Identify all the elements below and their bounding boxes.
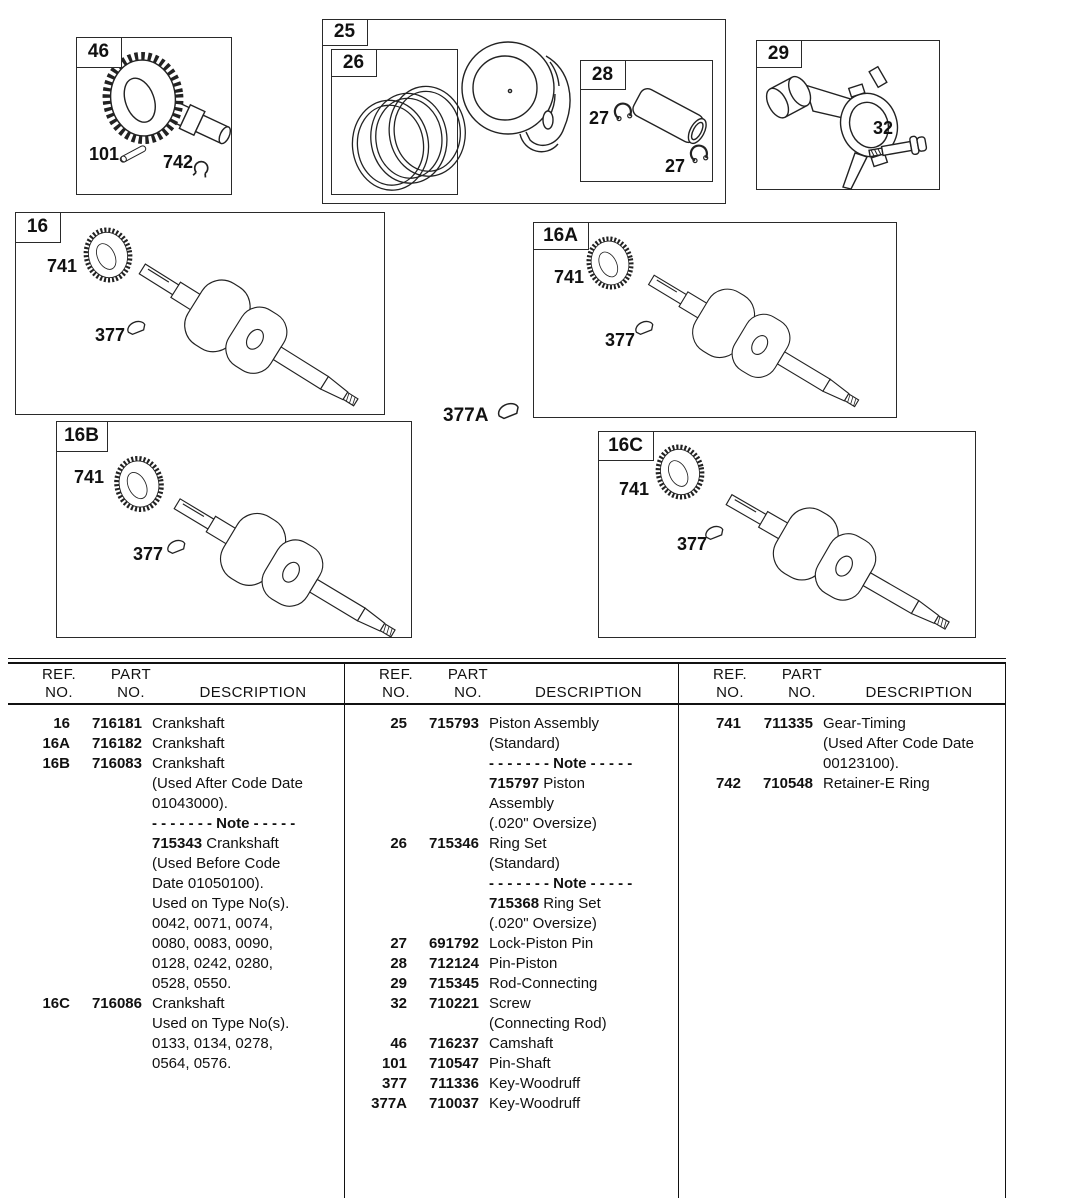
table-row — [345, 1034, 678, 1054]
part-box-crankshaft-16a — [533, 222, 897, 418]
part-no-cell: 710221 — [428, 995, 479, 1012]
column-header-description: DESCRIPTION — [865, 684, 973, 701]
table-row — [345, 994, 678, 1034]
part-no-cell: 715793 — [428, 715, 479, 732]
ref-no-cell: 25 — [390, 715, 407, 732]
ref-no-cell: 46 — [390, 1035, 407, 1052]
description-cell: Camshaft — [489, 1035, 554, 1052]
circlip-drawing — [613, 102, 632, 121]
column-header — [345, 664, 678, 705]
table-row — [345, 934, 678, 954]
timing-gear-drawing — [585, 235, 636, 291]
description-cell: Pin-Shaft — [489, 1055, 551, 1072]
ref-no-cell: 16C — [42, 995, 70, 1012]
box-16b-number: 16B — [64, 425, 99, 446]
box-28-number: 28 — [591, 63, 614, 85]
circlip-drawing — [689, 144, 708, 163]
box-26-number: 26 — [342, 51, 365, 73]
part-no-cell: 716181 — [91, 715, 142, 732]
table-row — [345, 1074, 678, 1094]
description-cell: Ring Set (Standard) - - - - - - - Note - - - - - 715368 Ring Set (.020" Oversize) — [489, 835, 633, 932]
description-cell: Rod-Connecting — [489, 975, 598, 992]
part-box-piston-pin — [580, 60, 713, 182]
ref-no-cell: 29 — [390, 975, 407, 992]
part-box-camshaft — [76, 37, 232, 195]
ref-no-cell: 16 — [53, 715, 70, 732]
column-rows — [8, 705, 344, 1074]
box-46-label — [76, 37, 122, 68]
e-ring-drawing — [193, 161, 209, 178]
part-box-crankshaft-16 — [15, 212, 385, 415]
table-row — [345, 714, 678, 834]
box-16-number: 16 — [26, 216, 49, 237]
callout-742: 742 — [163, 152, 194, 172]
parts-table — [8, 658, 1006, 1200]
part-no-cell: 716083 — [91, 755, 142, 772]
woodruff-key-drawing — [166, 538, 187, 555]
description-cell: Crankshaft (Used After Code Date 01043000). - - - - - - - Note - - - - - 715343 Crankshaft (Used Before Code Date 01050100). Used on Type No(s). 0042, 0071, 0074, 0080, 0083, 0090, 0128, 0242, 0280, 0528, 0550. — [152, 755, 303, 992]
description-cell: Crankshaft — [152, 735, 225, 752]
crankshaft-drawing — [57, 422, 413, 639]
ref-no-cell: 377A — [371, 1095, 407, 1112]
table-row — [8, 994, 344, 1074]
description-cell: Key-Woodruff — [489, 1075, 581, 1092]
description-cell: Crankshaft Used on Type No(s). 0133, 0134, 0278, 0564, 0576. — [152, 995, 290, 1072]
part-box-crankshaft-16c — [598, 431, 976, 638]
column-header-part: PART NO. — [110, 665, 152, 701]
ref-no-cell: 101 — [381, 1055, 407, 1072]
crankshaft-drawing — [534, 223, 898, 419]
description-cell: Piston Assembly (Standard) - - - - - - - Note - - - - - 715797 Piston Assembly (.020" Oversize) — [489, 715, 633, 832]
box-28-label — [580, 60, 626, 90]
woodruff-key-drawing — [494, 398, 524, 422]
table-row — [679, 714, 1005, 774]
ref-no-cell: 32 — [390, 995, 407, 1012]
column-header-part: PART NO. — [447, 665, 489, 701]
parts-table-column-1 — [8, 664, 344, 1198]
callout-101: 101 — [89, 144, 120, 164]
column-header — [8, 664, 344, 705]
parts-table-column-2 — [344, 664, 678, 1198]
box-16c-label — [598, 431, 654, 461]
callout-377: 377 — [605, 330, 636, 350]
timing-gear-drawing — [82, 226, 135, 284]
box-16-label — [15, 212, 61, 243]
part-no-cell: 711336 — [429, 1075, 479, 1092]
crankshaft-drawing — [16, 213, 386, 416]
part-box-connecting-rod — [756, 40, 940, 190]
box-46-number: 46 — [87, 41, 110, 62]
ref-no-cell: 742 — [715, 775, 741, 792]
callout-741: 741 — [554, 267, 585, 287]
description-cell: Retainer-E Ring — [823, 775, 930, 792]
callout-32: 32 — [873, 118, 894, 138]
column-header — [679, 664, 1005, 705]
ref-no-cell: 741 — [715, 715, 741, 732]
woodruff-key-drawing — [126, 319, 147, 336]
box-16a-number: 16A — [543, 224, 578, 246]
ref-no-cell: 16B — [42, 755, 70, 772]
column-header-ref: REF. NO. — [712, 665, 748, 701]
ref-no-cell: 16A — [42, 735, 70, 752]
table-row — [345, 1094, 678, 1114]
description-cell: Key-Woodruff — [489, 1095, 581, 1112]
part-no-cell: 710547 — [428, 1055, 479, 1072]
part-no-cell: 712124 — [428, 955, 479, 972]
part-no-cell: 715345 — [428, 975, 479, 992]
part-no-cell: 716086 — [91, 995, 142, 1012]
ref-no-cell: 26 — [390, 835, 407, 852]
description-cell: Lock-Piston Pin — [489, 935, 594, 952]
table-row — [8, 734, 344, 754]
box-29-label — [756, 40, 802, 68]
column-header-description: DESCRIPTION — [535, 684, 642, 701]
part-no-cell: 710548 — [762, 775, 813, 792]
description-cell: Crankshaft — [152, 715, 225, 732]
piston-drawing — [458, 34, 580, 192]
part-no-cell: 716182 — [91, 735, 142, 752]
box-25-label — [322, 19, 368, 46]
box-16c-number: 16C — [608, 434, 643, 456]
part-box-ring-set — [331, 49, 458, 195]
callout-741: 741 — [74, 467, 105, 487]
ref-no-cell: 28 — [390, 955, 407, 972]
callout-27-a: 27 — [589, 108, 610, 128]
box-26-label — [331, 49, 377, 77]
woodruff-key-drawing — [634, 319, 655, 336]
part-no-cell: 716237 — [428, 1035, 479, 1052]
ref-no-cell: 377 — [381, 1075, 407, 1092]
box-25-number: 25 — [333, 21, 356, 42]
description-cell: Screw (Connecting Rod) — [489, 995, 607, 1032]
column-rows — [345, 705, 678, 1114]
description-cell: Gear-Timing (Used After Code Date 00123100). — [823, 715, 974, 772]
table-row — [345, 974, 678, 994]
part-no-cell: 711335 — [763, 715, 813, 732]
callout-27-b: 27 — [665, 156, 686, 176]
table-row — [345, 954, 678, 974]
timing-gear-drawing — [112, 454, 166, 513]
box-16a-label — [533, 222, 589, 250]
part-box-piston-assembly — [322, 19, 726, 204]
parts-table-column-3 — [678, 664, 1006, 1198]
callout-377a: 377A — [443, 405, 489, 426]
table-row — [8, 754, 344, 994]
column-header-ref: REF. NO. — [378, 665, 414, 701]
callout-377: 377 — [677, 534, 708, 554]
crankshaft-drawing — [599, 432, 977, 639]
table-row — [345, 834, 678, 934]
column-rows — [679, 705, 1005, 794]
column-header-description: DESCRIPTION — [199, 684, 307, 701]
callout-377: 377 — [133, 544, 164, 564]
box-29-number: 29 — [767, 42, 790, 64]
description-cell: Pin-Piston — [489, 955, 558, 972]
pin-shaft-drawing — [119, 145, 147, 163]
part-no-cell: 715346 — [428, 835, 479, 852]
table-row — [679, 774, 1005, 794]
timing-gear-drawing — [654, 443, 707, 501]
callout-377: 377 — [95, 325, 126, 345]
part-box-crankshaft-16b — [56, 421, 412, 638]
column-header-part: PART NO. — [781, 665, 823, 701]
part-no-cell: 710037 — [428, 1095, 479, 1112]
column-header-ref: REF. NO. — [41, 665, 77, 701]
box-16b-label — [56, 421, 108, 452]
ref-no-cell: 27 — [390, 935, 407, 952]
callout-741: 741 — [619, 479, 650, 499]
table-row — [345, 1054, 678, 1074]
callout-741: 741 — [47, 256, 78, 276]
table-row — [8, 714, 344, 734]
part-no-cell: 691792 — [428, 935, 479, 952]
